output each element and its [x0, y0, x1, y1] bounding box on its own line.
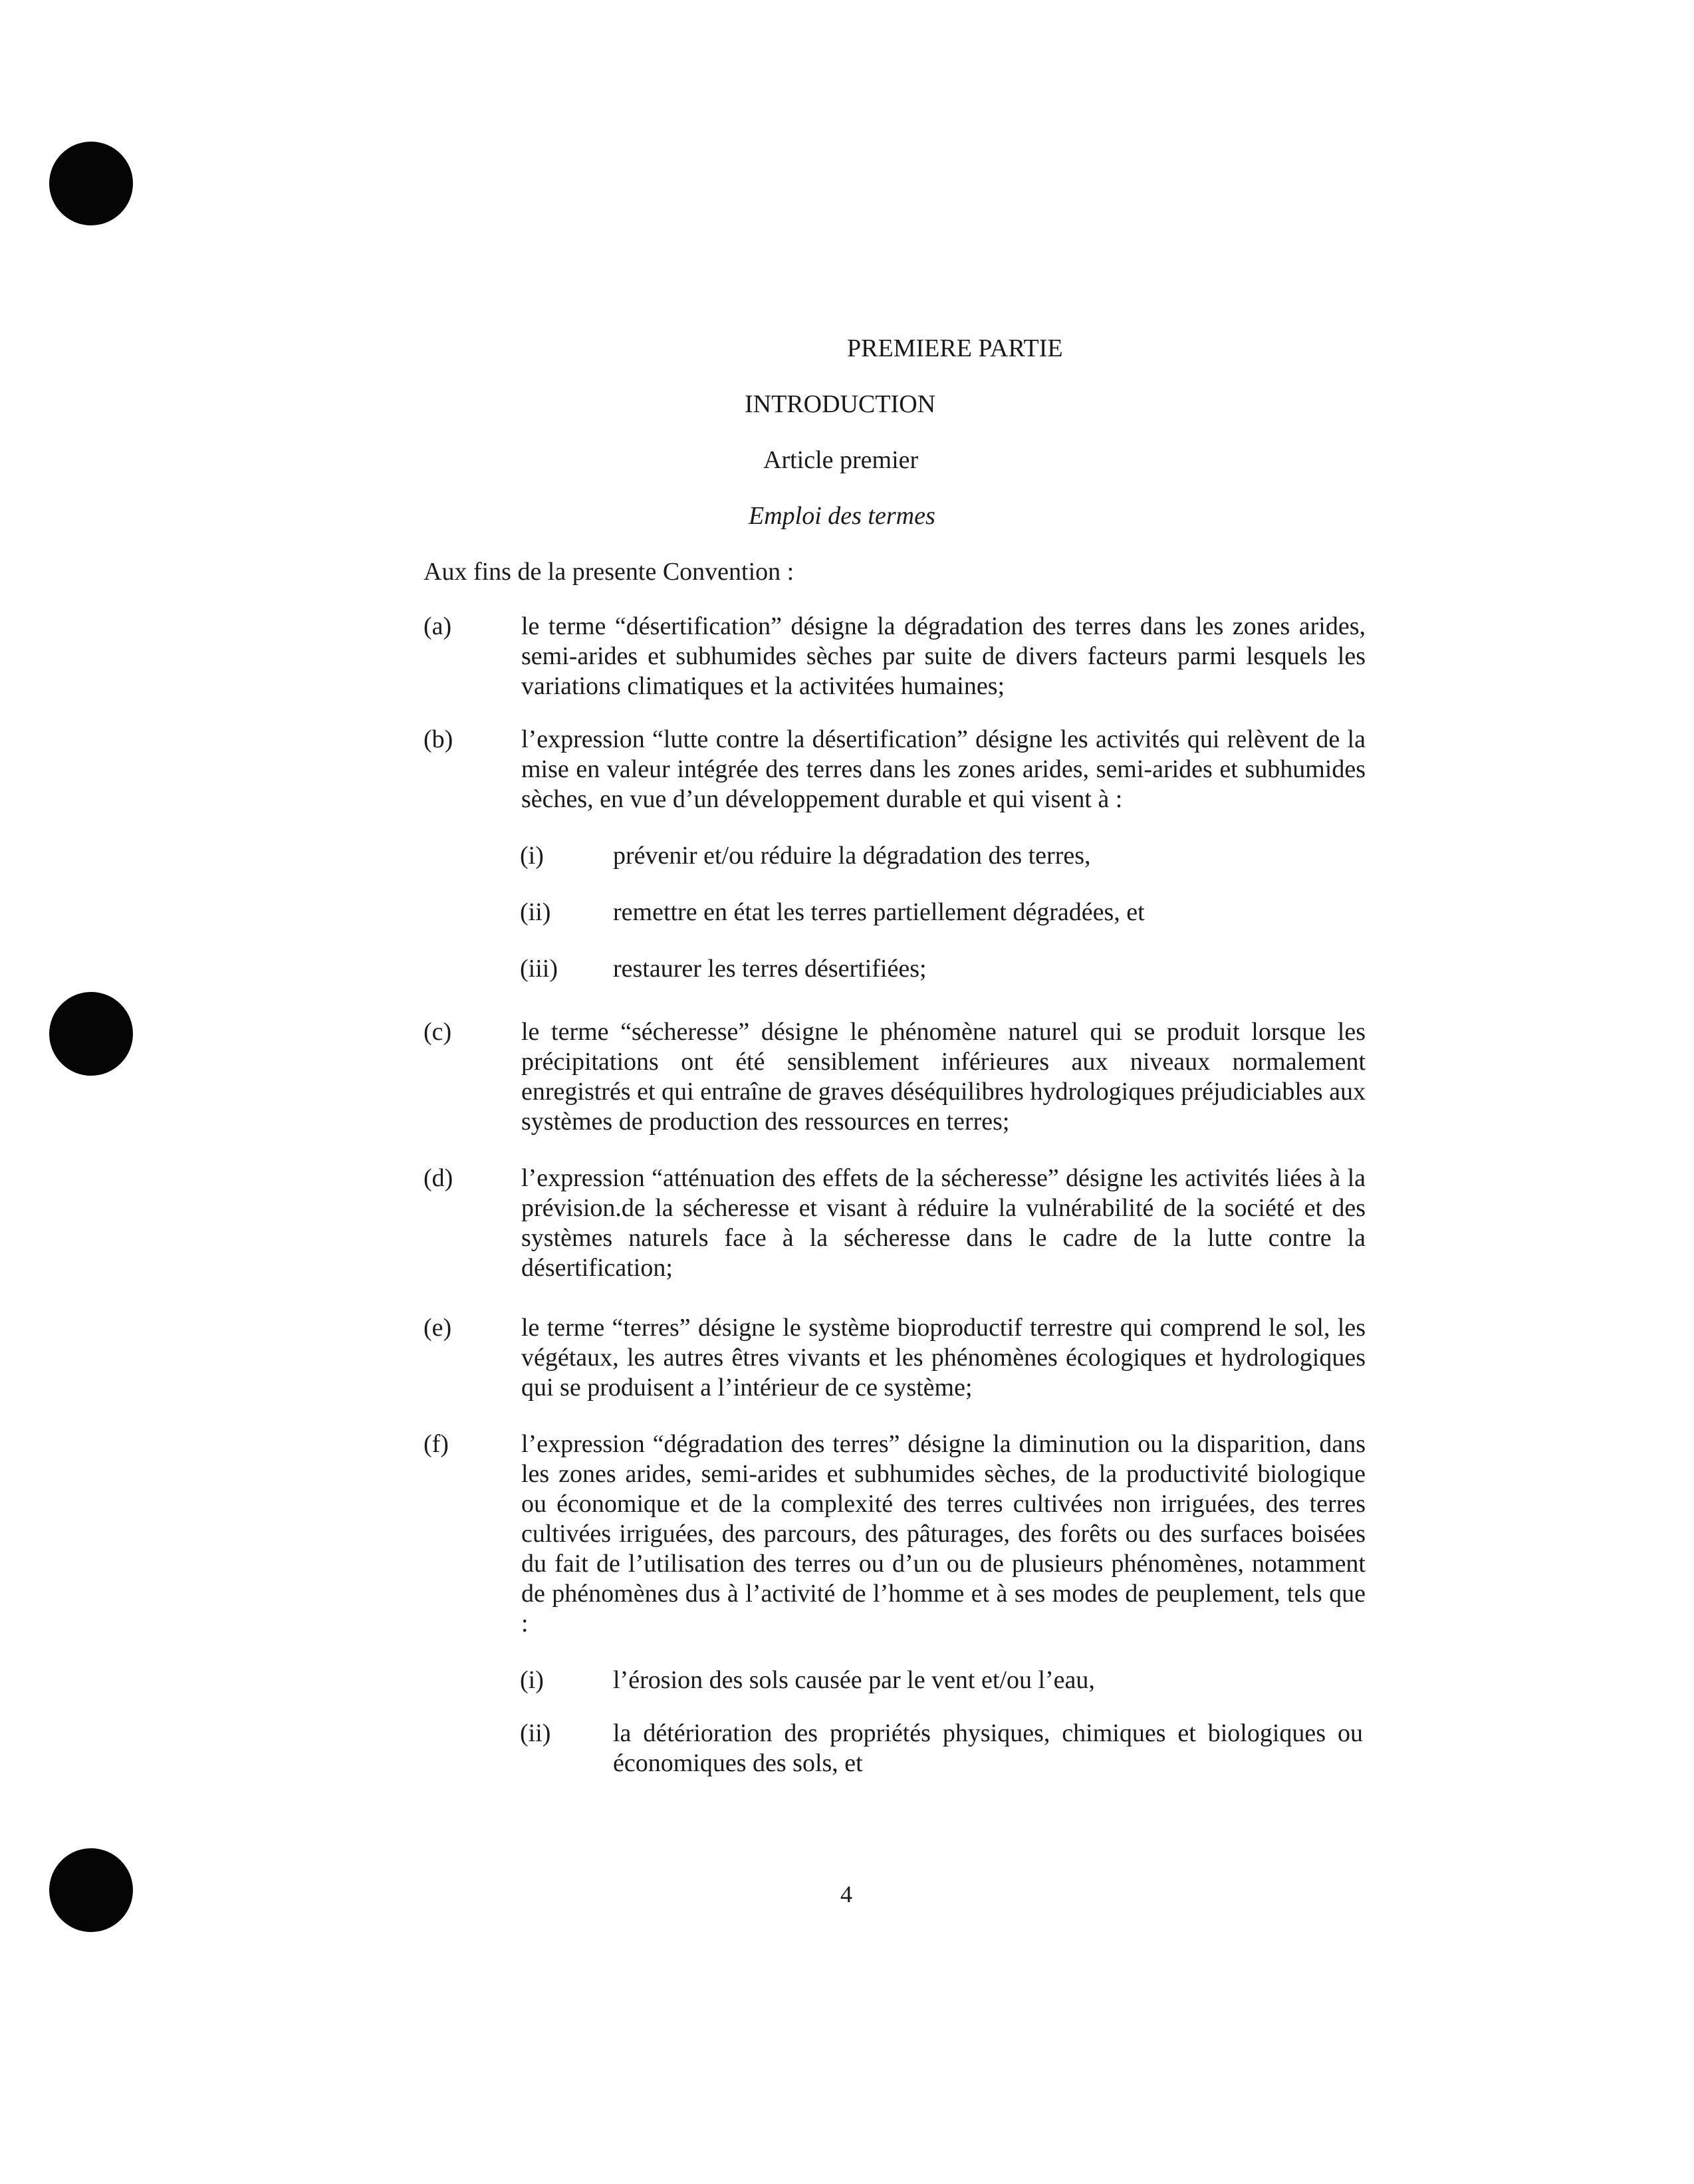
article-heading: Article premier [763, 446, 919, 474]
item-marker: (f) [424, 1430, 449, 1458]
item-text: le terme “sécheresse” désigne le phénomène naturel qui se produit lorsque les précipitations ont été sensiblement inférieures aux niveaux normalement enregistrés et qui entraîne de graves déséquilibres hydrologiques préjudiciables aux systèmes de production des ressources en terres; [521, 1018, 1366, 1136]
part-heading: PREMIERE PARTIE [847, 334, 1063, 362]
page-number: 4 [840, 1881, 852, 1907]
item-text: l’expression “dégradation des terres” désigne la diminution ou la disparition, dans les zones arides, semi-arides et subhumides sèches, de la productivité biologique ou économique et de la complexité des terres cultivées non irriguées, des terres cultivées irriguées, des parcours, des pâturages, des forêts ou des surfaces boisées du fait de l’utilisation des terres ou d’un ou de plusieurs phénomènes, notamment de phénomènes dus à l’activité de l’homme et à ses modes de peuplement, tels que : [521, 1430, 1366, 1638]
subitem-text: restaurer les terres désertifiées; [613, 955, 927, 983]
subitem-marker: (ii) [520, 898, 551, 926]
punch-hole-middle [49, 992, 133, 1076]
subitem-text: la détérioration des propriétés physiques, chimiques et biologiques ou économiques des sols, et [613, 1719, 1363, 1777]
section-heading: INTRODUCTION [745, 390, 936, 418]
subitem-text: prévenir et/ou réduire la dégradation des terres, [613, 842, 1091, 870]
item-marker: (c) [424, 1018, 452, 1046]
subitem-text: l’érosion des sols causée par le vent et/ou l’eau, [613, 1666, 1095, 1694]
subitem-marker: (iii) [520, 955, 558, 983]
item-marker: (a) [424, 612, 452, 640]
item-marker: (e) [424, 1314, 452, 1342]
subitem-marker: (ii) [520, 1719, 551, 1747]
article-title: Emploi des termes [749, 502, 935, 530]
subitem-marker: (i) [520, 1666, 544, 1694]
subitem-marker: (i) [520, 842, 544, 870]
item-marker: (b) [424, 725, 453, 753]
item-text: l’expression “atténuation des effets de la sécheresse” désigne les activités liées à la prévision.de la sécheresse et visant à réduire la vulnérabilité de la société et des systèmes naturels face à la sécheresse dans le cadre de la lutte contre la désertification; [521, 1164, 1366, 1282]
punch-hole-bottom [49, 1848, 133, 1932]
item-text: le terme “désertification” désigne la dégradation des terres dans les zones arides, semi-arides et subhumides sèches par suite de divers facteurs parmi lesquels les variations climatiques et la activitées humaines; [521, 612, 1366, 700]
intro-paragraph: Aux fins de la presente Convention : [424, 558, 794, 586]
item-marker: (d) [424, 1164, 453, 1192]
subitem-text: remettre en état les terres partiellement dégradées, et [613, 898, 1145, 926]
punch-hole-top [49, 142, 133, 225]
item-text: le terme “terres” désigne le système bioproductif terrestre qui comprend le sol, les végétaux, les autres êtres vivants et les phénomènes écologiques et hydrologiques qui se produisent a l’intérieur de ce système; [521, 1314, 1366, 1401]
item-text: l’expression “lutte contre la désertification” désigne les activités qui relèvent de la mise en valeur intégrée des terres dans les zones arides, semi-arides et subhumides sèches, en vue d’un développement durable et qui visent à : [521, 725, 1366, 813]
